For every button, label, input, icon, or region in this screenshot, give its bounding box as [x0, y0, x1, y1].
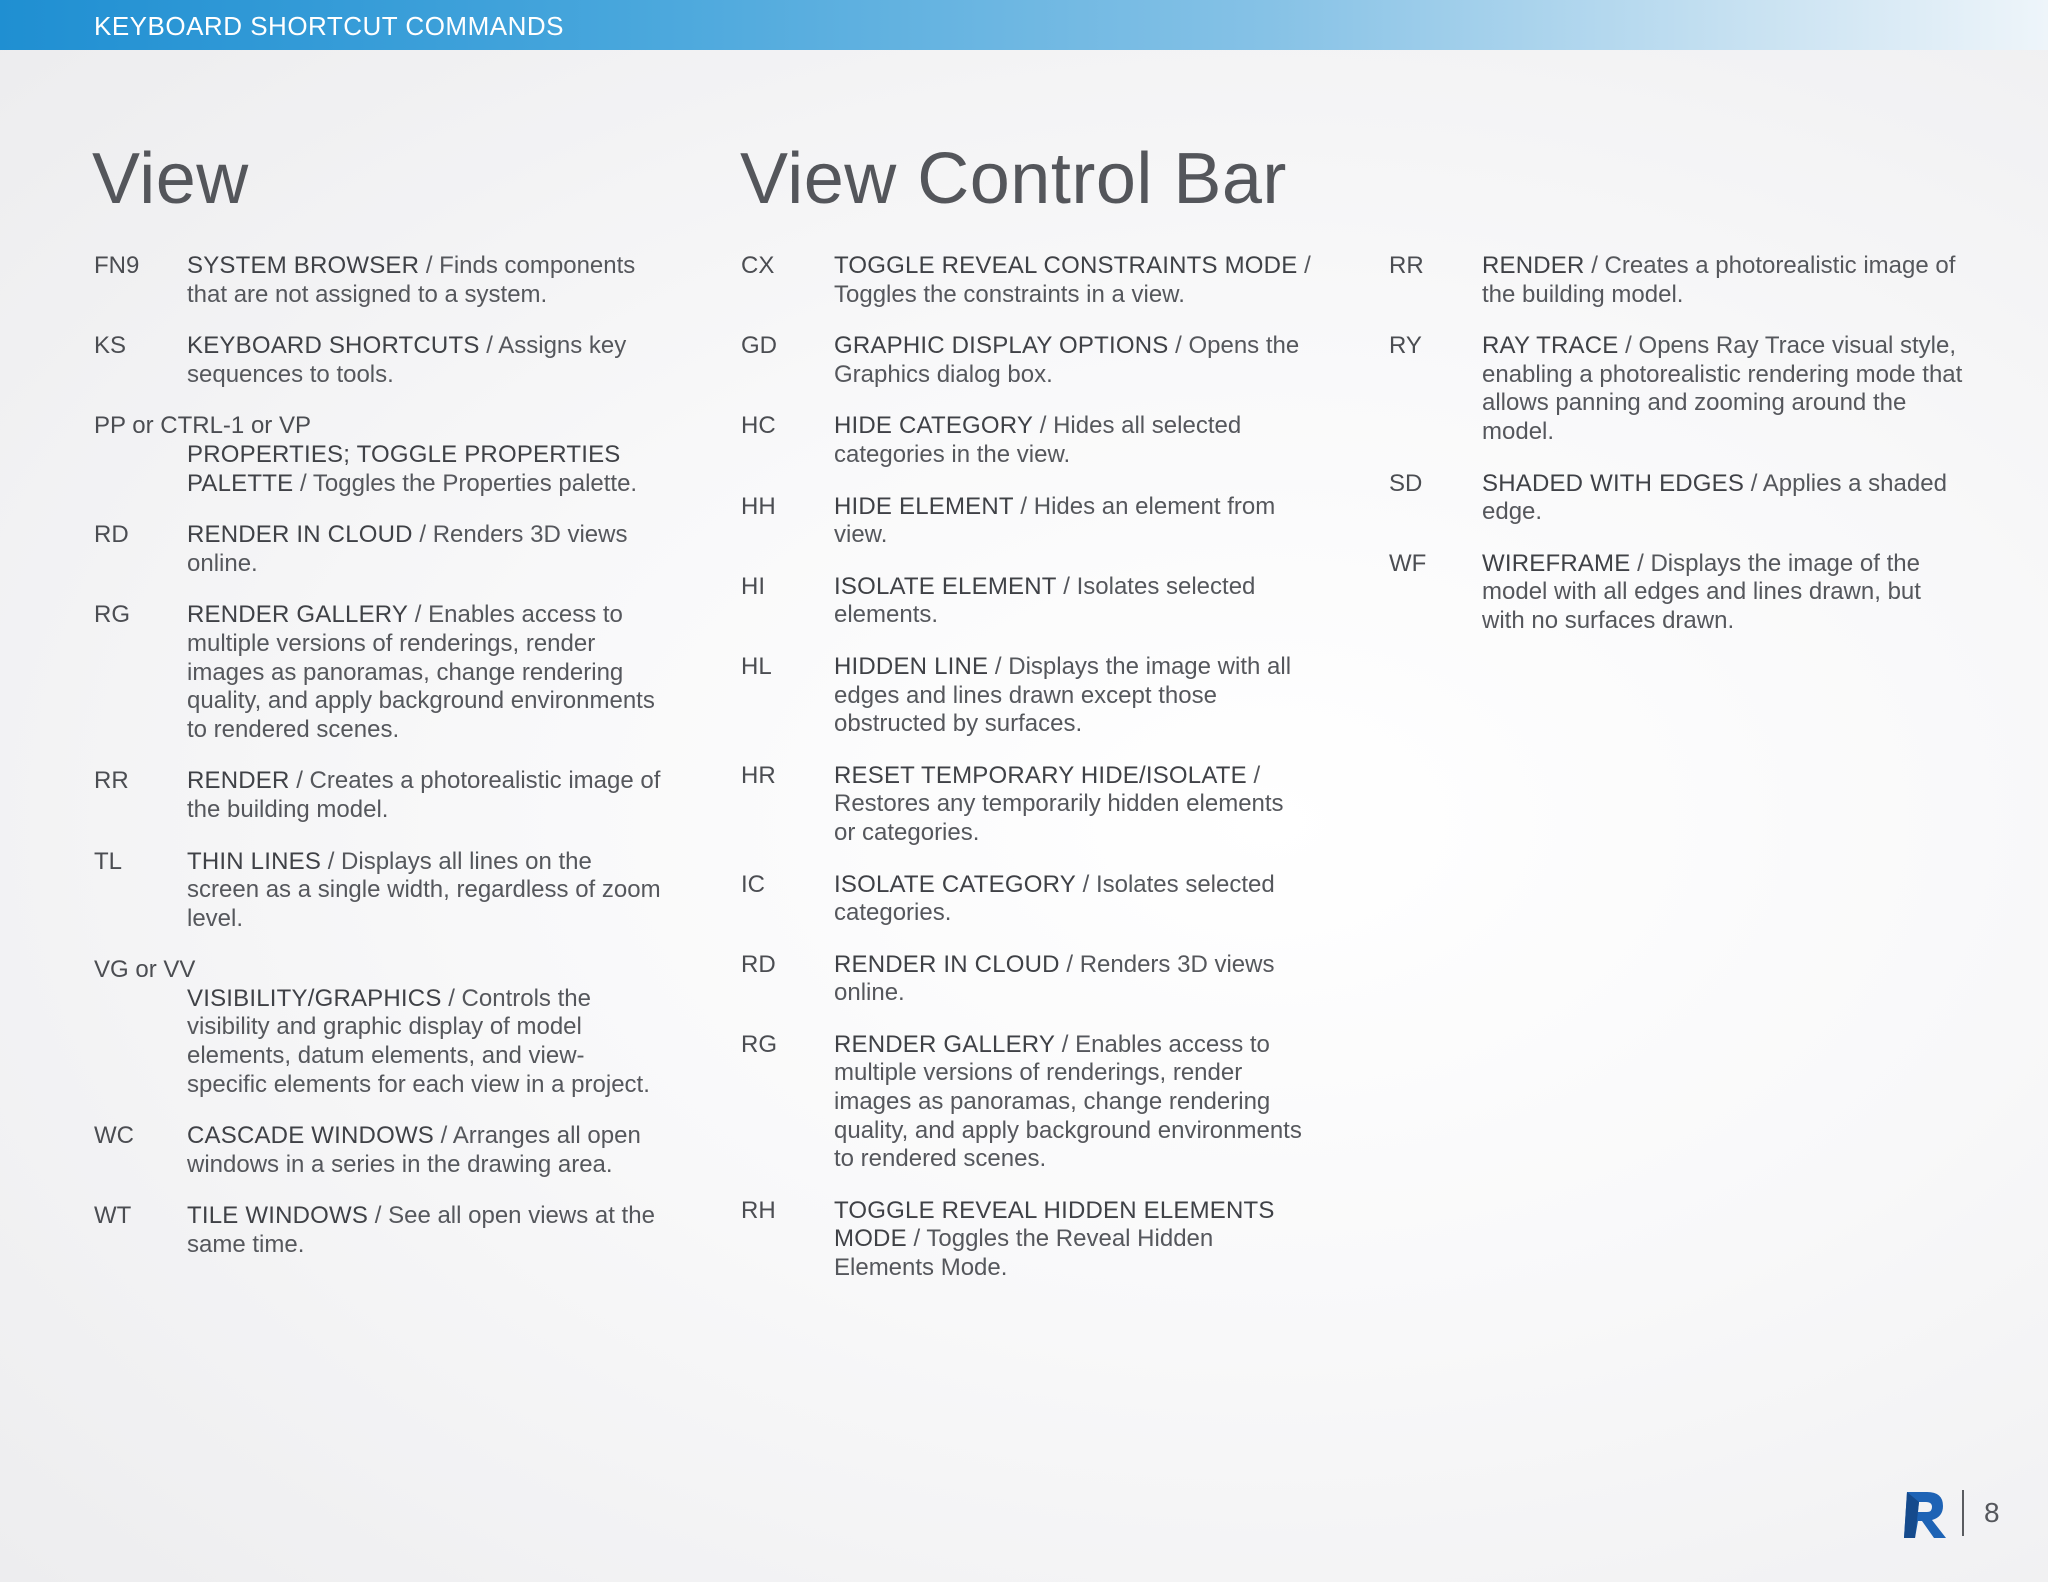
- command-description: / Hides all selected categories in the view.: [834, 412, 1242, 468]
- shortcut-entry: [741, 762, 1311, 848]
- command-name: GRAPHIC DISPLAY OPTIONS: [834, 332, 1169, 360]
- shortcut-key: KS: [94, 332, 127, 360]
- command-description: / Toggles the Reveal Hidden Elements Mode.: [834, 1225, 1214, 1282]
- shortcut-key: HC: [741, 412, 776, 440]
- shortcut-description-block: [1482, 332, 1964, 446]
- command-name: KEYBOARD SHORTCUTS: [187, 332, 480, 360]
- shortcut-description-block: [187, 1122, 664, 1179]
- shortcut-description-block: [187, 767, 664, 824]
- shortcut-description-block: [834, 871, 1311, 928]
- footer-divider: [1962, 1490, 1964, 1536]
- shortcut-key: WC: [94, 1122, 134, 1150]
- command-name: WIREFRAME: [1482, 549, 1631, 577]
- shortcut-entry: [94, 521, 664, 578]
- shortcut-entry: [741, 1197, 1311, 1283]
- shortcut-entry: [94, 956, 664, 1099]
- command-name: RENDER IN CLOUD: [834, 950, 1060, 978]
- command-description: / Finds components that are not assigned to a system.: [187, 252, 636, 308]
- command-name: ISOLATE ELEMENT: [834, 572, 1057, 600]
- command-name: RAY TRACE: [1482, 332, 1619, 360]
- shortcut-key: HR: [741, 761, 776, 789]
- shortcut-description-block: [1482, 252, 1964, 309]
- shortcut-key: RH: [741, 1196, 776, 1224]
- shortcut-description-block: [834, 493, 1311, 550]
- shortcut-entry: [741, 951, 1311, 1008]
- command-name: HIDDEN LINE: [834, 652, 989, 680]
- shortcut-description-block: [187, 252, 664, 309]
- command-description: / Hides an element from view.: [834, 492, 1276, 549]
- command-description: / Opens Ray Trace visual style, enabling a photorealistic rendering mode that allows panning and zooming around the model.: [1482, 332, 1963, 445]
- shortcut-description-block: [187, 521, 664, 578]
- command-description: / Toggles the constraints in a view.: [834, 252, 1311, 308]
- shortcut-entry: [1389, 550, 1964, 636]
- shortcut-entry: [741, 252, 1311, 309]
- shortcut-entry: [94, 848, 664, 934]
- shortcut-key: TL: [94, 847, 123, 875]
- command-description: / Assigns key sequences to tools.: [187, 332, 627, 388]
- command-description: / Displays the image with all edges and lines drawn except those obstructed by surfaces.: [834, 652, 1292, 738]
- shortcut-description-block: [187, 441, 664, 498]
- command-name: SHADED WITH EDGES: [1482, 469, 1745, 497]
- command-name: TOGGLE REVEAL CONSTRAINTS MODE: [834, 252, 1298, 279]
- shortcut-entry: [94, 601, 664, 744]
- shortcut-key: RR: [1389, 252, 1424, 279]
- shortcut-key: FN9: [94, 252, 140, 279]
- shortcut-description-block: [187, 332, 664, 389]
- shortcut-description-block: [834, 332, 1311, 389]
- command-name: VISIBILITY/GRAPHICS: [187, 984, 442, 1012]
- shortcut-entry: [741, 573, 1311, 630]
- command-name: RENDER GALLERY: [834, 1030, 1056, 1058]
- shortcut-key: SD: [1389, 469, 1423, 497]
- command-name: RENDER: [187, 767, 290, 795]
- shortcut-entry: [741, 871, 1311, 928]
- shortcut-entry: [741, 653, 1311, 739]
- shortcut-description-block: [834, 252, 1311, 309]
- shortcut-key: PP or CTRL-1 or VP: [94, 412, 311, 440]
- command-name: SYSTEM BROWSER: [187, 252, 420, 279]
- view-control-bar-shortcuts-column: [741, 252, 1311, 1306]
- header-title: KEYBOARD SHORTCUT COMMANDS: [94, 11, 564, 41]
- shortcut-description-block: [187, 601, 664, 744]
- shortcut-description-block: [834, 1197, 1311, 1283]
- command-description: / Creates a photorealistic image of the building model.: [187, 767, 661, 823]
- command-name: CASCADE WINDOWS: [187, 1122, 435, 1150]
- command-description: / Toggles the Properties palette.: [293, 469, 638, 497]
- command-name: RESET TEMPORARY HIDE/ISOLATE: [834, 761, 1247, 789]
- command-name: RENDER: [1482, 252, 1585, 279]
- shortcut-key: RD: [741, 950, 776, 978]
- shortcut-entry: [741, 332, 1311, 389]
- command-description: / Enables access to multiple versions of renderings, render images as panoramas, change rendering quality, and apply background environments to rendered scenes.: [187, 601, 655, 743]
- shortcut-description-block: [834, 653, 1311, 739]
- shortcut-key: CX: [741, 252, 775, 279]
- command-description: / Displays the image of the model with all edges and lines drawn, but with no surfaces drawn.: [1482, 549, 1921, 634]
- shortcut-entry: [741, 412, 1311, 469]
- command-description: / Renders 3D views online.: [187, 521, 628, 577]
- shortcut-key: VG or VV: [94, 956, 196, 984]
- command-name: RENDER GALLERY: [187, 601, 409, 629]
- shortcut-entry: [94, 412, 664, 498]
- shortcut-key: WT: [94, 1202, 132, 1230]
- page-number: 8: [1984, 1497, 2000, 1528]
- shortcut-description-block: [834, 573, 1311, 630]
- shortcut-key: HL: [741, 652, 772, 680]
- section-title-view-control-bar: View Control Bar: [740, 139, 1287, 219]
- command-name: TILE WINDOWS: [187, 1202, 369, 1230]
- command-name: HIDE CATEGORY: [834, 412, 1034, 440]
- shortcut-key: RG: [94, 601, 130, 629]
- view-control-bar-shortcuts-column-2: [1389, 252, 1964, 659]
- command-name: PROPERTIES; TOGGLE PROPERTIES PALETTE: [187, 440, 621, 497]
- command-description: / Enables access to multiple versions of renderings, render images as panoramas, change rendering quality, and apply background environments to rendered scenes.: [834, 1030, 1302, 1173]
- shortcut-key: RY: [1389, 332, 1422, 360]
- command-name: RENDER IN CLOUD: [187, 521, 413, 549]
- command-description: / Isolates selected categories.: [834, 870, 1275, 927]
- shortcut-key: RG: [741, 1030, 777, 1058]
- shortcut-description-block: [187, 985, 664, 1099]
- shortcut-entry: [1389, 252, 1964, 309]
- shortcut-key: HI: [741, 572, 765, 600]
- shortcut-key: RR: [94, 767, 129, 795]
- command-name: THIN LINES: [187, 847, 322, 875]
- shortcut-key: GD: [741, 332, 777, 360]
- command-name: TOGGLE REVEAL HIDDEN ELEMENTS MODE: [834, 1196, 1275, 1253]
- revit-logo-icon: [1903, 1490, 1947, 1540]
- shortcut-description-block: [1482, 470, 1964, 527]
- shortcut-entry: [1389, 470, 1964, 527]
- shortcut-key: RD: [94, 521, 129, 549]
- command-description: / Restores any temporarily hidden elements or categories.: [834, 761, 1284, 846]
- shortcut-description-block: [834, 1031, 1311, 1174]
- command-description: / Opens the Graphics dialog box.: [834, 332, 1300, 388]
- command-description: / Displays all lines on the screen as a single width, regardless of zoom level.: [187, 847, 661, 932]
- shortcut-entry: [94, 1202, 664, 1259]
- shortcut-entry: [94, 767, 664, 824]
- shortcut-entry: [1389, 332, 1964, 446]
- shortcut-entry: [94, 252, 664, 309]
- shortcut-key: HH: [741, 492, 776, 520]
- shortcut-key: WF: [1389, 549, 1427, 577]
- shortcut-description-block: [1482, 550, 1964, 636]
- shortcut-key: IC: [741, 870, 765, 898]
- shortcut-entry: [741, 1031, 1311, 1174]
- command-description: / Arranges all open windows in a series in the drawing area.: [187, 1122, 641, 1178]
- command-description: / Renders 3D views online.: [834, 950, 1275, 1007]
- command-description: / Isolates selected elements.: [834, 572, 1256, 629]
- command-name: HIDE ELEMENT: [834, 492, 1014, 520]
- section-title-view: View: [92, 139, 249, 219]
- command-description: / Applies a shaded edge.: [1482, 469, 1947, 526]
- shortcut-entry: [94, 1122, 664, 1179]
- header-bar: [0, 0, 2048, 50]
- command-description: / Creates a photorealistic image of the building model.: [1482, 252, 1956, 308]
- view-shortcuts-column: [94, 252, 664, 1283]
- shortcut-description-block: [834, 412, 1311, 469]
- command-description: / Controls the visibility and graphic display of model elements, datum elements, and view-specific elements for each view in a project.: [187, 984, 650, 1098]
- shortcut-entry: [94, 332, 664, 389]
- shortcut-description-block: [187, 1202, 664, 1259]
- command-name: ISOLATE CATEGORY: [834, 870, 1076, 898]
- shortcut-description-block: [834, 951, 1311, 1008]
- command-description: / See all open views at the same time.: [187, 1202, 655, 1259]
- shortcut-entry: [741, 493, 1311, 550]
- shortcut-description-block: [187, 848, 664, 934]
- shortcut-description-block: [834, 762, 1311, 848]
